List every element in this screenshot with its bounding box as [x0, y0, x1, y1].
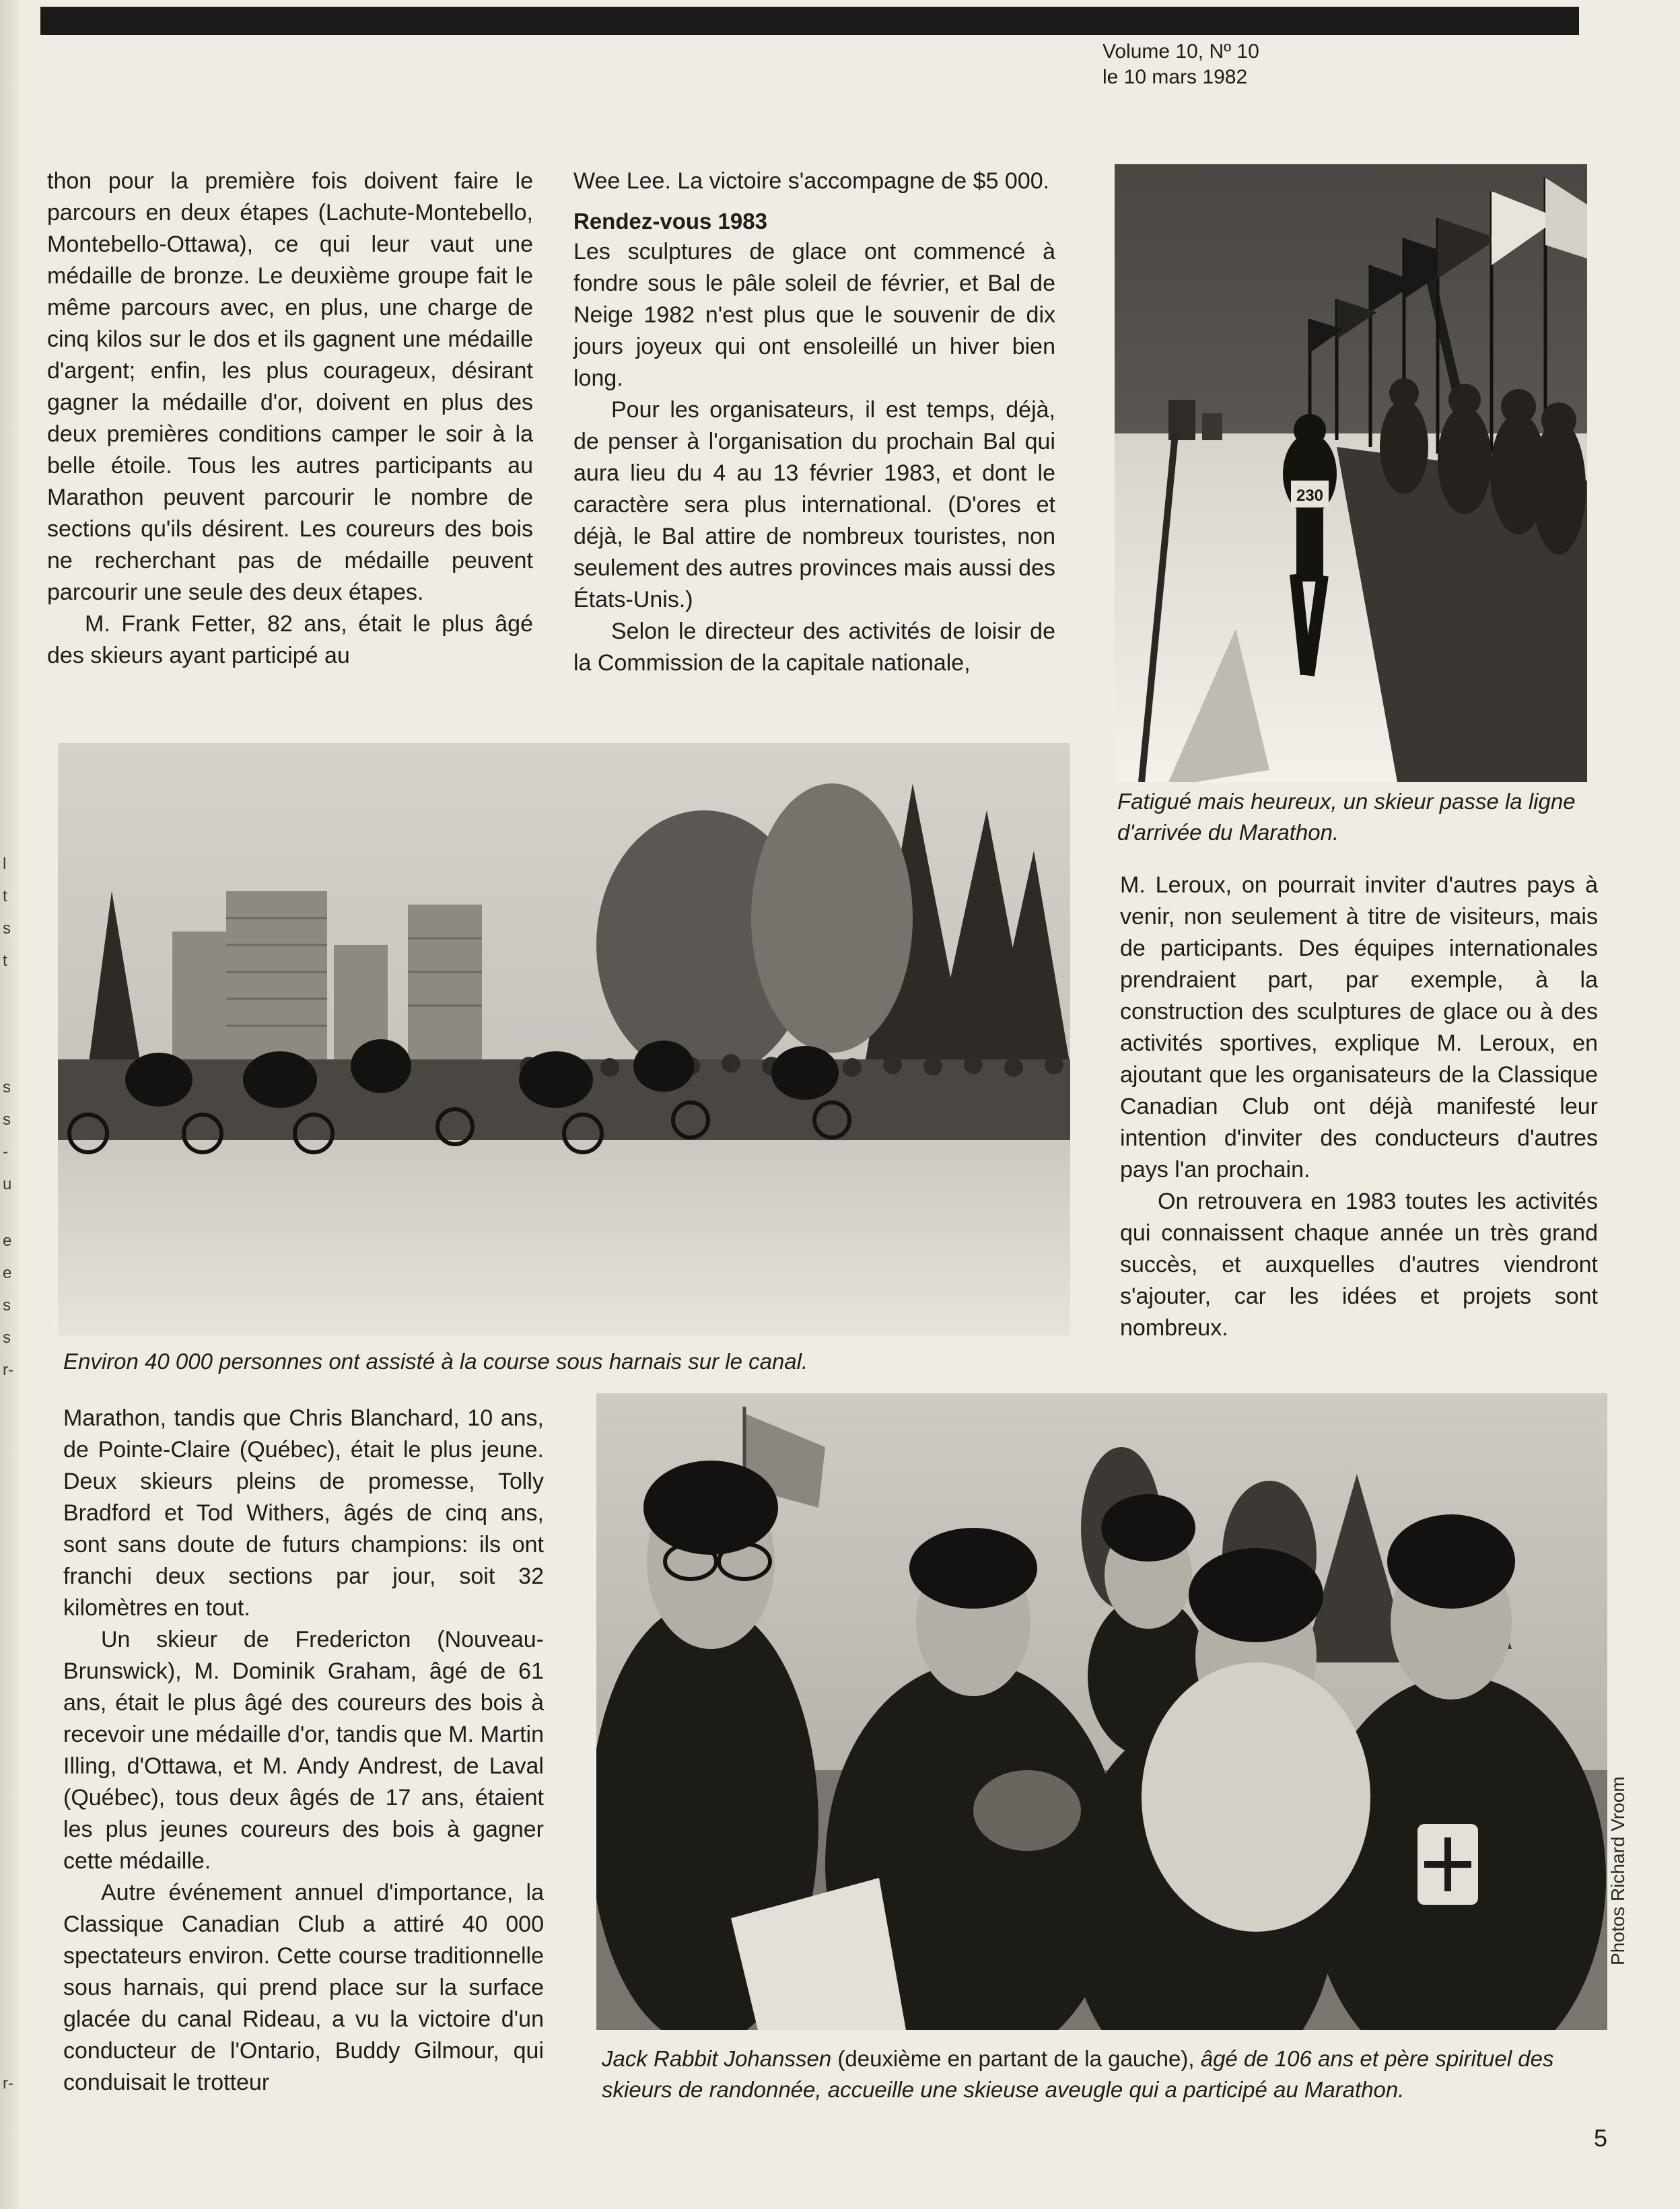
- issue-info: [1102, 39, 1259, 90]
- paragraph: On retrouvera en 1983 toutes les activités qui connaissent chaque année un très grand succès, et auxquelles d'autres viendront s'ajouter, car les idées et projets sont nombreux.: [1120, 1189, 1598, 1341]
- photo-jack-rabbit-group: [596, 1393, 1607, 2030]
- margin-fragment: s: [3, 1078, 11, 1096]
- margin-fragment: r-: [3, 2074, 13, 2093]
- paragraph: Marathon, tandis que Chris Blanchard, 10 ans, de Pointe-Claire (Québec), était le plus jeune. Deux skieurs pleins de promesse, Tolly Bradford et Tod Withers, âgés de cinq ans, sont sans doute de futurs champions: ils ont franchi deux sections par jour, soit 32 kilomètres en tout.: [63, 1405, 544, 1621]
- caption-text: âgé de 106 ans et père spirituel des skieurs de randonnée, accueille une skieuse aveugle qui a participé au Marathon.: [602, 2046, 1554, 2102]
- issue-date: le 10 mars 1982: [1102, 66, 1248, 88]
- caption-name: Jack Rabbit Johanssen: [602, 2046, 832, 2071]
- margin-fragment: t: [3, 952, 7, 970]
- paragraph: thon pour la première fois doivent faire le parcours en deux étapes (Lachute-Montebello, Montebello-Ottawa), ce qui leur vaut une médaille de bronze. Le deuxième groupe fait le même parcours avec, en plus, une charge de cinq kilos sur le dos et ils gagnent une médaille d'argent; enfin, les plus courageux, désirant gagner la médaille d'or, doivent en plus des deux premières conditions camper le soir à la belle étoile. Tous les autres participants au Marathon peuvent parcourir le nombre de sections qu'ils désirent. Les coureurs des bois ne recherchant pas de médaille peuvent parcourir une seule des deux étapes.: [47, 168, 533, 605]
- margin-fragment: s: [3, 1296, 11, 1314]
- caption-text: Fatigué mais heureux, un skieur passe la ligne d'arrivée du Marathon.: [1117, 789, 1576, 845]
- caption-harness-race: [63, 1346, 1059, 1377]
- photo-skier-finish: [1115, 164, 1587, 782]
- margin-fragment: l: [3, 855, 7, 873]
- caption-skier-finish: [1117, 786, 1597, 848]
- caption-jack-rabbit: [602, 2043, 1603, 2105]
- margin-fragment: s: [3, 1111, 11, 1129]
- photo-harness-race: [58, 743, 1070, 1335]
- harness-race-image: [58, 743, 1070, 1335]
- paragraph: Pour les organisateurs, il est temps, déjà, de penser à l'organisation du prochain Bal qui aura lieu du 4 au 13 février 1983, et dont le caractère sera plus international. (D'ores et déjà, le Bal attire de nombreux touristes, non seulement des autres provinces mais aussi des États-Unis.): [573, 397, 1055, 612]
- skier-finish-image: [1115, 164, 1587, 782]
- margin-fragment: s: [3, 1329, 11, 1347]
- margin-fragment: r-: [3, 1361, 13, 1379]
- group-image: [596, 1393, 1607, 2030]
- volume-number: Volume 10, Nº 10: [1102, 40, 1259, 63]
- paragraph: Autre événement annuel d'importance, la Classique Canadian Club a attiré 40 000 spectateurs environ. Cette course traditionnelle sous harnais, qui prend place sur la surface glacée du canal Rideau, a vu la victoire d'un conducteur de l'Ontario, Buddy Gilmour, qui conduisait le trotteur: [63, 1880, 544, 2095]
- paragraph: Selon le directeur des activités de loisir de la Commission de la capitale nationale,: [573, 619, 1055, 676]
- margin-fragment: -: [3, 1143, 8, 1161]
- page-number: 5: [1594, 2124, 1608, 2152]
- paragraph: Wee Lee. La victoire s'accompagne de $5 000.: [573, 168, 1050, 194]
- paragraph: M. Leroux, on pourrait inviter d'autres pays à venir, non seulement à titre de visiteurs, mais de participants. Des équipes internationales prendraient part, par exemple, à la construction des sculptures de glace ou à des activités sportives, explique M. Leroux, en ajoutant que les organisateurs de la Classique Canadian Club ont déjà manifesté leur intention d'inviter des conducteurs d'autres pays l'an prochain.: [1120, 872, 1598, 1183]
- paragraph: M. Frank Fetter, 82 ans, était le plus âgé des skieurs ayant participé au: [47, 611, 533, 668]
- margin-fragment: e: [3, 1264, 12, 1282]
- paragraph: Les sculptures de glace ont commencé à fondre sous le pâle soleil de février, et Bal de Neige 1982 n'est plus que le souvenir de dix jours joyeux qui ont ensoleillé un hiver bien long.: [573, 239, 1055, 391]
- paragraph: Un skieur de Fredericton (Nouveau-Brunswick), M. Dominik Graham, âgé de 61 ans, était le plus âgé des coureurs des bois à recevoir une médaille d'or, tandis que M. Martin Illing, d'Ottawa, et M. Andy Andrest, de Laval (Québec), tous deux âgés de 17 ans, étaient les plus jeunes coureurs des bois à gagner cette médaille.: [63, 1627, 544, 1874]
- race-bib-number: 230: [1296, 487, 1324, 505]
- header-rule: [40, 7, 1579, 35]
- article-column-1: [47, 166, 533, 672]
- margin-fragment: e: [3, 1232, 12, 1250]
- margin-fragment: s: [3, 919, 11, 938]
- binding-edge: [0, 0, 20, 2209]
- article-column-2: [573, 166, 1055, 679]
- margin-fragment: t: [3, 887, 7, 905]
- article-column-3: [1120, 870, 1598, 1344]
- article-column-4: [63, 1403, 544, 2099]
- margin-fragment: u: [3, 1175, 12, 1193]
- section-heading: Rendez-vous 1983: [573, 209, 767, 234]
- photo-credit: Photos Richard Vroom: [1607, 1776, 1628, 1965]
- caption-text: Environ 40 000 personnes ont assisté à la course sous harnais sur le canal.: [63, 1349, 808, 1374]
- caption-aside: (deuxième en partant de la gauche),: [831, 2046, 1201, 2071]
